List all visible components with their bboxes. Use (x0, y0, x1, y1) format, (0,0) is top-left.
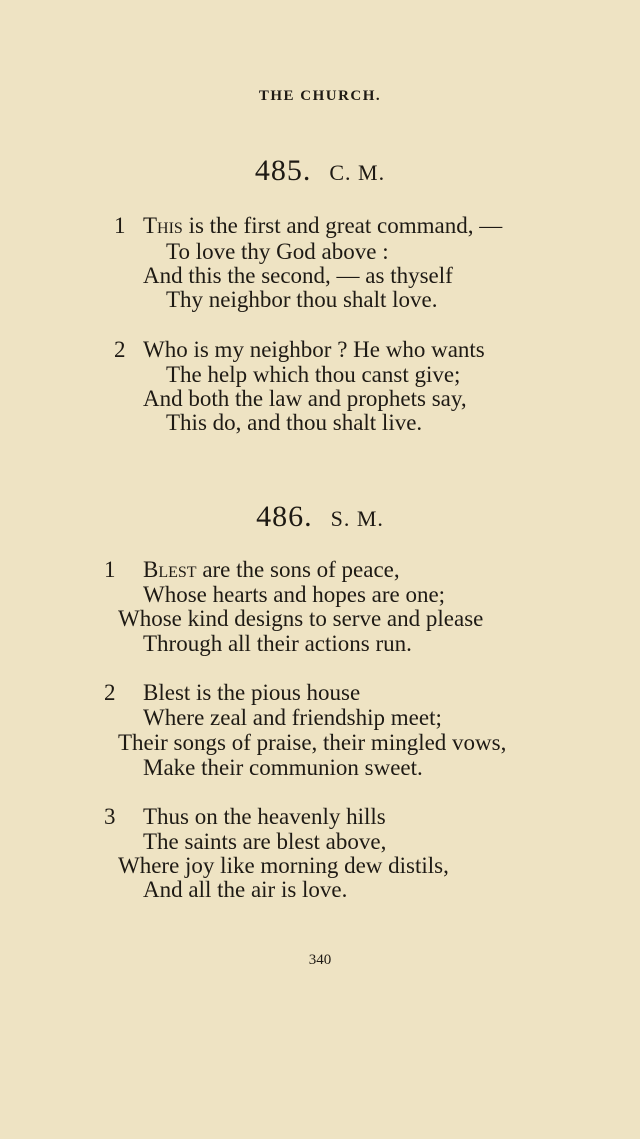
stanza-number: 3 (104, 804, 116, 829)
verse-line: And all the air is love. (143, 877, 348, 902)
verse-line: Blest is the pious house (143, 680, 361, 705)
verse-line: This do, and thou shalt live. (166, 410, 423, 435)
verse-line: Thy neighbor thou shalt love. (166, 287, 438, 312)
stanza-number: 1 (114, 213, 126, 238)
verse-line: Where zeal and friendship meet; (143, 705, 442, 730)
hymn-meter: C. M. (329, 160, 386, 185)
verse-line: The help which thou canst give; (166, 362, 461, 387)
verse-line: Whose hearts and hopes are one; (143, 582, 446, 607)
verse-line: Who is my neighbor ? He who wants (143, 337, 485, 362)
stanza-number: 2 (114, 337, 126, 362)
hymn-meter: S. M. (330, 506, 384, 531)
verse-line: And both the law and prophets say, (143, 386, 467, 411)
page-number: 340 (308, 952, 332, 968)
verse-line: The saints are blest above, (143, 829, 387, 854)
verse-line: Through all their actions run. (143, 631, 412, 656)
stanza-number: 2 (104, 680, 116, 705)
hymn-number: 485. (254, 154, 312, 187)
verse-line: Make their communion sweet. (143, 755, 423, 780)
verse-line: This is the first and great command, — (143, 213, 503, 238)
drop-word: Blest (143, 557, 197, 582)
verse-line: Their songs of praise, their mingled vows, (118, 730, 507, 755)
verse-line: Whose kind designs to serve and please (118, 606, 484, 631)
verse-line: Thus on the heavenly hills (143, 804, 386, 829)
stanza-number: 1 (104, 557, 116, 582)
drop-word: This (143, 213, 183, 238)
verse-line: To love thy God above : (166, 239, 389, 264)
verse-line: And this the second, — as thyself (143, 263, 453, 288)
hymn-number: 486. (256, 500, 313, 533)
hymn-485-heading (0, 154, 640, 188)
running-header: THE CHURCH. (258, 88, 382, 104)
verse-line: Blest are the sons of peace, (143, 557, 400, 582)
hymn-486-heading (0, 500, 640, 534)
verse-line: Where joy like morning dew distils, (118, 853, 449, 878)
